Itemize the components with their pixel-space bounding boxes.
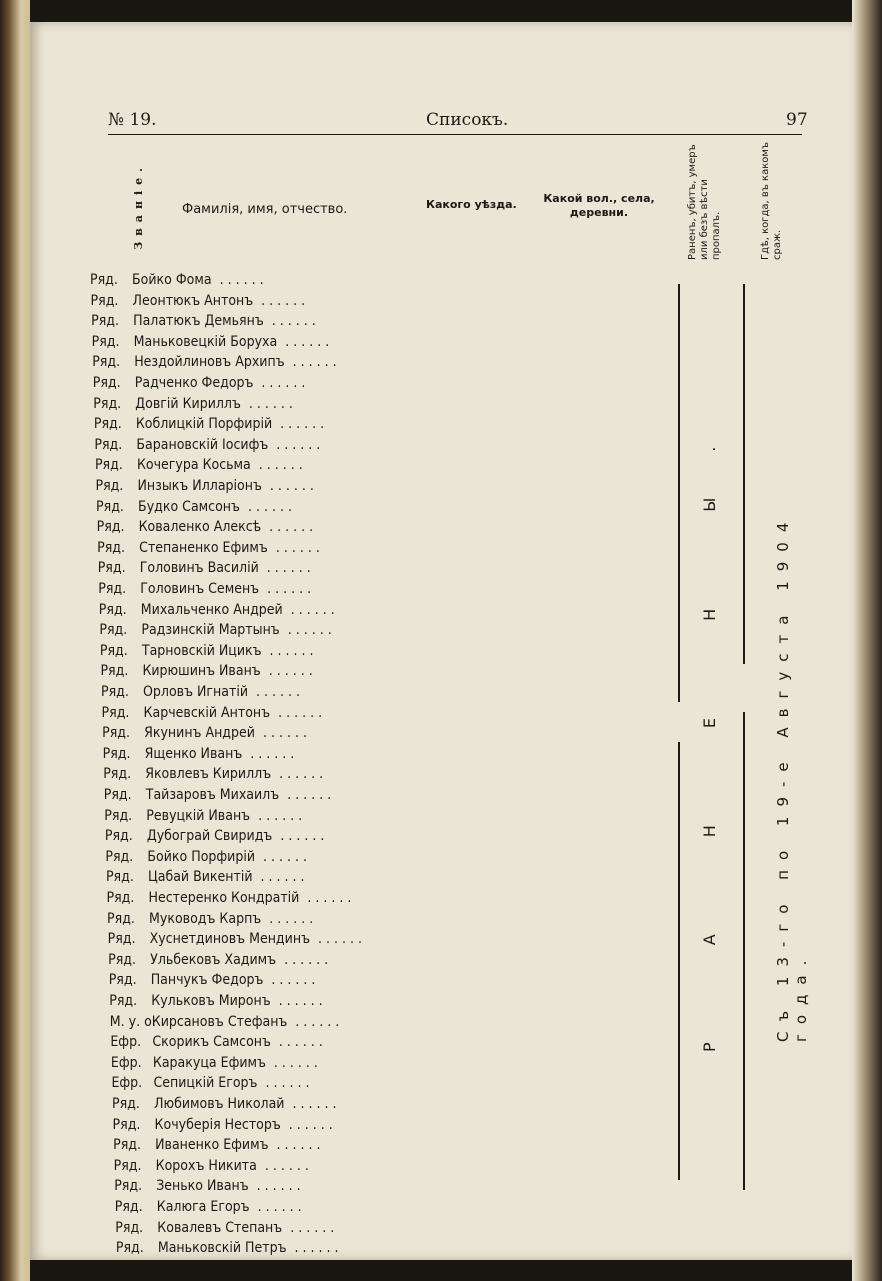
leader-dots: ...... <box>249 1199 306 1215</box>
leader-dots: ...... <box>299 890 356 906</box>
full-name: Калюга Егоръ <box>156 1199 250 1215</box>
leader-dots: ...... <box>282 1219 339 1236</box>
rank: Ряд. <box>92 354 121 371</box>
rank: Ряд. <box>105 848 134 865</box>
leader-dots: ...... <box>261 519 318 536</box>
leader-dots: ...... <box>279 622 336 639</box>
rank: Ряд. <box>109 993 138 1009</box>
list-item <box>107 909 317 929</box>
rank: Ряд. <box>97 560 126 577</box>
full-name: Ященко Иванъ <box>144 745 243 762</box>
rank: Ряд. <box>108 972 137 989</box>
leader-dots: ...... <box>272 416 329 433</box>
list-item <box>111 1073 313 1093</box>
leader-dots: ...... <box>267 539 324 556</box>
rank: Ряд. <box>91 313 119 330</box>
rank: Ряд. <box>91 333 120 350</box>
full-name: Любимовъ Николай <box>154 1096 285 1112</box>
page-title: Списокъ. <box>426 110 509 130</box>
leader-dots: ...... <box>268 436 325 453</box>
list-item <box>91 311 320 331</box>
rank: М. у. о. <box>109 1013 156 1030</box>
leader-dots: ...... <box>276 951 333 968</box>
rank: Ряд. <box>93 416 122 433</box>
leader-dots: ...... <box>277 333 334 350</box>
book-spine <box>0 0 30 1281</box>
rank: Ряд. <box>107 931 136 948</box>
full-name: Дубограй Свиридъ <box>146 828 273 845</box>
rank: Ряд. <box>107 910 135 927</box>
bracket-status-bottom <box>678 742 680 1180</box>
full-name: Головинъ Семенъ <box>140 581 260 597</box>
full-name: Маньковскій Петръ <box>157 1240 287 1257</box>
rank: Ряд. <box>102 725 130 742</box>
rank: Ряд. <box>104 807 133 824</box>
full-name: Кочегура Косьма <box>136 457 251 474</box>
rank: Ряд. <box>98 601 127 618</box>
leader-dots: ...... <box>261 910 318 927</box>
full-name: Кирсановъ Стефанъ <box>151 1013 288 1030</box>
list-item <box>105 826 328 846</box>
list-item <box>108 950 332 970</box>
leader-dots: ...... <box>252 869 309 886</box>
full-name: Радченко Федоръ <box>134 375 254 391</box>
full-name: Тарновскій Ицикъ <box>141 642 262 659</box>
list-item <box>115 1197 306 1217</box>
rank: Ряд. <box>94 436 123 453</box>
rank: Ряд. <box>90 272 118 288</box>
list-item <box>98 579 315 599</box>
leader-dots: ...... <box>270 704 327 721</box>
list-item <box>99 620 335 640</box>
rank: Ряд. <box>108 951 137 968</box>
column-header-status: Раненъ, убитъ, умеръ или безъ вѣсти пропалъ. <box>687 144 722 260</box>
rank: Ряд. <box>113 1157 142 1174</box>
full-name: Ульбековъ Хадимъ <box>150 951 277 968</box>
full-name: Яковлевъ Кириллъ <box>145 766 272 783</box>
rank: Ряд. <box>114 1178 143 1195</box>
list-item <box>114 1176 305 1196</box>
full-name: Коваленко Алексѣ <box>138 519 262 536</box>
column-header-name: Фамилія, имя, отчество. <box>182 202 348 217</box>
list-item <box>99 600 339 620</box>
full-name: Хуснетдиновъ Мендинъ <box>149 931 310 948</box>
list-item <box>115 1218 338 1238</box>
leader-dots: ...... <box>263 313 320 330</box>
list-item <box>93 373 310 393</box>
leader-dots: ...... <box>263 972 320 989</box>
list-item <box>104 785 335 805</box>
list-item <box>95 455 307 475</box>
full-name: Инзыкъ Илларіонъ <box>137 478 262 494</box>
leader-dots: ...... <box>261 642 318 659</box>
list-item <box>96 497 296 517</box>
full-name: Панчукъ Федоръ <box>150 972 264 989</box>
list-item <box>97 517 318 537</box>
leader-dots: ...... <box>256 1157 313 1174</box>
bracket-status-top <box>678 284 680 702</box>
list-item <box>100 641 318 661</box>
rank: Ряд. <box>96 519 125 536</box>
page-edge <box>852 0 882 1281</box>
list-item <box>92 332 334 352</box>
rank: Ряд. <box>92 375 121 391</box>
leader-dots: ...... <box>255 848 312 865</box>
leader-dots: ...... <box>280 1116 337 1133</box>
rank: Ряд. <box>90 292 119 309</box>
leader-dots: ...... <box>284 354 341 371</box>
full-name: Скорикъ Самсонъ <box>152 1034 271 1051</box>
full-name: Бойко Фома <box>132 272 212 288</box>
rank: Ефр. <box>111 1075 143 1092</box>
list-item <box>116 1238 343 1258</box>
column-header-volost: Какой вол., села, деревни. <box>543 192 655 219</box>
full-name: Сепицкій Егоръ <box>153 1075 258 1092</box>
full-name: Карчевскій Антонъ <box>143 704 271 721</box>
rank: Ряд. <box>99 642 128 659</box>
leader-dots: ...... <box>240 395 297 412</box>
list-item <box>111 1053 322 1073</box>
leader-dots: ...... <box>287 1013 344 1030</box>
leader-dots: ...... <box>211 272 268 288</box>
full-name: Головинъ Василій <box>139 560 259 577</box>
list-item <box>97 538 324 558</box>
full-name: Палатюкъ Демьянъ <box>133 313 264 330</box>
list-item <box>96 476 318 496</box>
full-name: Коблицкій Порфирій <box>135 416 273 433</box>
rank: Ряд. <box>113 1137 141 1154</box>
leader-dots: ...... <box>286 1240 343 1257</box>
full-name: Нестеренко Кондратій <box>148 890 300 906</box>
list-item <box>103 744 299 764</box>
full-name: Будко Самсонъ <box>138 498 240 515</box>
leader-dots: ...... <box>257 1075 314 1092</box>
rank: Ряд. <box>98 581 127 597</box>
full-name: Ревуцкій Иванъ <box>146 807 251 824</box>
full-name: Радзинскій Мартынъ <box>141 622 280 639</box>
rank: Ряд. <box>115 1240 144 1257</box>
leader-dots: ...... <box>270 993 327 1009</box>
rank: Ряд. <box>105 869 134 886</box>
rank: Ряд. <box>104 828 133 845</box>
list-item <box>98 558 315 578</box>
rank: Ефр. <box>110 1034 142 1051</box>
rank: Ряд. <box>101 704 130 721</box>
leader-dots: ...... <box>309 931 366 948</box>
full-name: Цабай Викентій <box>147 869 253 886</box>
full-name: Иваненко Ефимъ <box>155 1137 269 1154</box>
rank: Ряд. <box>96 498 124 515</box>
column-header-where: Гдѣ, когда, въ какомъ сраж. <box>760 142 783 260</box>
leader-dots: ...... <box>279 787 336 803</box>
list-item <box>94 414 328 434</box>
status-vertical-text: Р А Н Е Н Ы. <box>700 400 719 1052</box>
full-name: Нездойлиновъ Архипъ <box>134 354 285 371</box>
rank: Ряд. <box>112 1116 141 1133</box>
full-name: Каракуца Ефимъ <box>152 1054 266 1071</box>
rank: Ряд. <box>101 684 129 700</box>
bracket-date-bottom <box>743 712 745 1190</box>
leader-dots: ...... <box>253 375 310 391</box>
list-item <box>110 1012 344 1032</box>
leader-dots: ...... <box>242 745 299 762</box>
list-item <box>112 1094 340 1114</box>
full-name: Михальченко Андрей <box>140 601 283 618</box>
rank: Ряд. <box>106 890 135 906</box>
full-name: Бойко Порфирій <box>147 848 256 865</box>
list-item <box>92 352 340 372</box>
leader-dots: ...... <box>250 807 307 824</box>
full-name: Муководъ Карпъ <box>149 910 262 927</box>
leader-dots: ...... <box>268 1137 325 1154</box>
full-name: Тайзаровъ Михаилъ <box>145 787 280 803</box>
rank: Ряд. <box>99 622 128 639</box>
full-name: Якунинъ Андрей <box>144 725 255 742</box>
full-name: Барановскій Іосифъ <box>136 436 269 453</box>
column-header-uezd: Какого уѣзда. <box>426 198 517 211</box>
leader-dots: ...... <box>282 601 339 618</box>
date-vertical-text: Съ 13-го по 19-е Августа 1904 года. <box>774 512 810 1042</box>
leader-dots: ...... <box>284 1096 341 1112</box>
full-name: Довгій Кириллъ <box>135 395 241 412</box>
leader-dots: ...... <box>271 766 328 783</box>
document-page <box>30 22 852 1260</box>
full-name: Кульковъ Миронъ <box>151 993 271 1009</box>
list-item <box>113 1115 337 1135</box>
rank: Ряд. <box>112 1096 140 1112</box>
list-item <box>101 682 304 702</box>
column-header-rank: Званіе. <box>132 162 145 250</box>
list-item <box>114 1156 313 1176</box>
leader-dots: ...... <box>239 498 296 515</box>
leader-dots: ...... <box>248 1178 305 1195</box>
list-item <box>110 1032 327 1052</box>
list-item <box>106 867 309 887</box>
leader-dots: ...... <box>258 560 315 577</box>
list-item <box>109 970 320 990</box>
list-item <box>107 888 356 908</box>
list-item <box>100 661 316 681</box>
leader-dots: ...... <box>253 292 310 309</box>
rank: Ряд. <box>115 1219 144 1236</box>
leader-dots: ...... <box>272 828 329 845</box>
rank: Ряд. <box>100 663 129 680</box>
list-item <box>103 764 327 784</box>
header-rule <box>108 134 802 135</box>
rank: Ряд. <box>97 539 126 556</box>
list-item <box>108 929 366 949</box>
page-number: 97 <box>786 110 808 130</box>
list-item <box>105 847 311 867</box>
leader-dots: ...... <box>270 1034 327 1051</box>
rank: Ряд. <box>95 478 124 494</box>
rank: Ряд. <box>103 787 132 803</box>
list-item <box>102 723 311 743</box>
rank: Ряд. <box>114 1199 143 1215</box>
rank: Ряд. <box>102 745 131 762</box>
leader-dots: ...... <box>260 663 317 680</box>
list-item <box>113 1135 324 1155</box>
full-name: Орловъ Игнатій <box>143 684 248 700</box>
leader-dots: ...... <box>248 684 304 700</box>
list-item <box>90 270 268 290</box>
full-name: Степаненко Ефимъ <box>139 539 268 556</box>
full-name: Зенько Иванъ <box>156 1178 249 1195</box>
list-item <box>109 991 326 1011</box>
rank: Ряд. <box>94 457 123 474</box>
leader-dots: ...... <box>259 581 316 597</box>
full-name: Корохъ Никита <box>155 1157 257 1174</box>
full-name: Кирюшинъ Иванъ <box>142 663 261 680</box>
list-number: № 19. <box>108 110 157 130</box>
full-name: Кочуберія Несторъ <box>154 1116 281 1133</box>
leader-dots: ...... <box>265 1054 322 1071</box>
list-item <box>102 703 327 723</box>
list-item <box>91 291 310 311</box>
list-item <box>94 435 324 455</box>
rank: Ряд. <box>103 766 132 783</box>
leader-dots: ...... <box>254 725 311 742</box>
full-name: Леонтюкъ Антонъ <box>132 292 254 309</box>
rank: Ряд. <box>93 395 122 412</box>
leader-dots: ...... <box>250 457 307 474</box>
list-item <box>104 806 306 826</box>
rank: Ефр. <box>110 1054 142 1071</box>
full-name: Маньковецкій Боруха <box>133 333 278 350</box>
full-name: Ковалевъ Степанъ <box>157 1219 283 1236</box>
leader-dots: ...... <box>261 478 318 494</box>
bracket-date-top <box>743 284 745 664</box>
list-item <box>93 394 297 414</box>
